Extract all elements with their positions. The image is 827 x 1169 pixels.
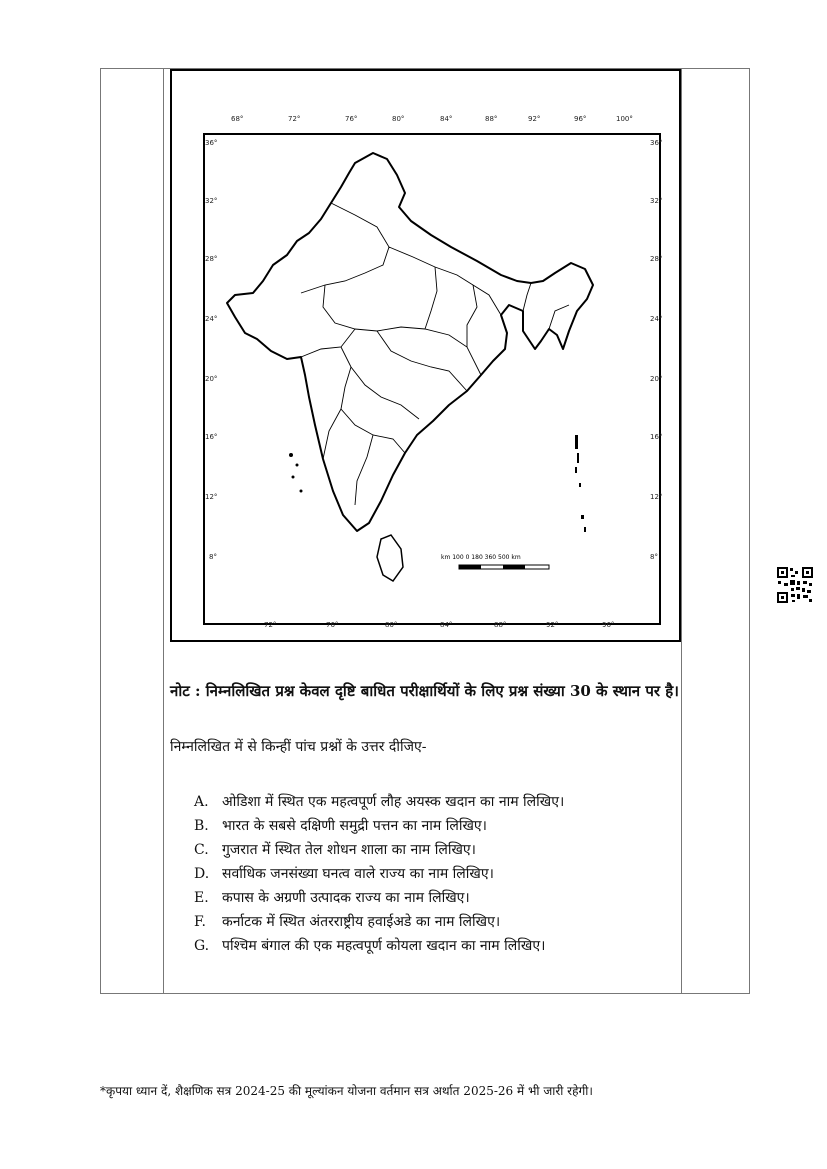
question-letter: B. [194,818,209,834]
footer-note: *कृपया ध्यान दें, शैक्षणिक सत्र 2024-25 की मूल्यांकन योजना वर्तमान सत्र अर्थात 2025-26 में भी जारी रहेगी। [100,1084,593,1098]
question-letter: C. [194,842,209,858]
map-tick-label: 84° [440,621,453,629]
question-letter: E. [194,890,209,906]
map-tick-label: 76° [326,621,339,629]
map-tick-label: 28° [205,255,218,263]
map-tick-label: 32° [650,197,663,205]
map-tick-label: 16° [205,433,218,441]
map-tick-label: 96° [602,621,615,629]
map-tick-label: 72° [288,115,301,123]
map-tick-label: 20° [650,375,663,383]
map-tick-label: 8° [209,553,217,561]
table-column-divider-right [681,69,682,993]
question-text: ओडिशा में स्थित एक महत्वपूर्ण लौह अयस्क खदान का नाम लिखिए। [222,794,565,810]
map-tick-label: 96° [574,115,587,123]
map-scale-bar [441,554,549,569]
map-tick-label: 80° [392,115,405,123]
question-letter: D. [194,866,210,882]
qr-code-icon[interactable] [776,566,814,604]
map-tick-label: 76° [345,115,358,123]
map-tick-label: 12° [205,493,218,501]
map-tick-label: 36° [650,139,663,147]
list-item [194,838,674,862]
map-tick-label: 12° [650,493,663,501]
map-tick-label: 84° [440,115,453,123]
map-tick-label: 36° [205,139,218,147]
question-letter: A. [194,794,209,810]
map-tick-label: 32° [205,197,218,205]
note-text: नोट : निम्नलिखित प्रश्न केवल दृष्टि बाधित परीक्षार्थियों के लिए प्रश्न संख्या 30 के स्थान पर है। [170,682,679,700]
question-text: भारत के सबसे दक्षिणी समुद्री पत्तन का नाम लिखिए। [222,818,487,834]
scale-label: km 100 0 180 360 500 km [441,554,521,561]
map-tick-label: 28° [650,255,663,263]
list-item [194,862,674,886]
india-outline [227,153,593,531]
map-tick-label: 80° [385,621,398,629]
list-item [194,910,674,934]
andaman-islands [575,435,586,532]
lakshadweep-islands [289,453,303,493]
list-item [194,790,674,814]
map-tick-label: 24° [205,315,218,323]
question-text: सर्वाधिक जनसंख्या घनत्व वाले राज्य का नाम लिखिए। [222,866,494,882]
map-border [203,133,661,625]
map-tick-label: 24° [650,315,663,323]
map-tick-label: 16° [650,433,663,441]
map-tick-label: 100° [616,115,633,123]
question-text: गुजरात में स्थित तेल शोधन शाला का नाम लिखिए। [222,842,476,858]
table-column-divider-left [163,69,164,993]
map-tick-label: 92° [546,621,559,629]
map-tick-label: 8° [650,553,658,561]
list-item [194,886,674,910]
question-list [194,790,674,958]
question-letter: G. [194,938,210,954]
map-tick-label: 88° [494,621,507,629]
india-outline-map [170,69,681,642]
question-letter: F. [194,914,206,930]
map-tick-label: 88° [485,115,498,123]
question-text: कर्नाटक में स्थित अंतरराष्ट्रीय हवाईअडे का नाम लिखिए। [222,914,501,930]
question-text: कपास के अग्रणी उत्पादक राज्य का नाम लिखिए। [222,890,470,906]
india-map-drawing [205,135,659,623]
list-item [194,934,674,958]
map-tick-label: 20° [205,375,218,383]
list-item [194,814,674,838]
map-tick-label: 92° [528,115,541,123]
question-text: पश्चिम बंगाल की एक महत्वपूर्ण कोयला खदान का नाम लिखिए। [222,938,546,954]
map-tick-label: 68° [231,115,244,123]
instruction-text: निम्नलिखित में से किन्हीं पांच प्रश्नों के उत्तर दीजिए- [170,739,427,755]
map-tick-label: 72° [264,621,277,629]
